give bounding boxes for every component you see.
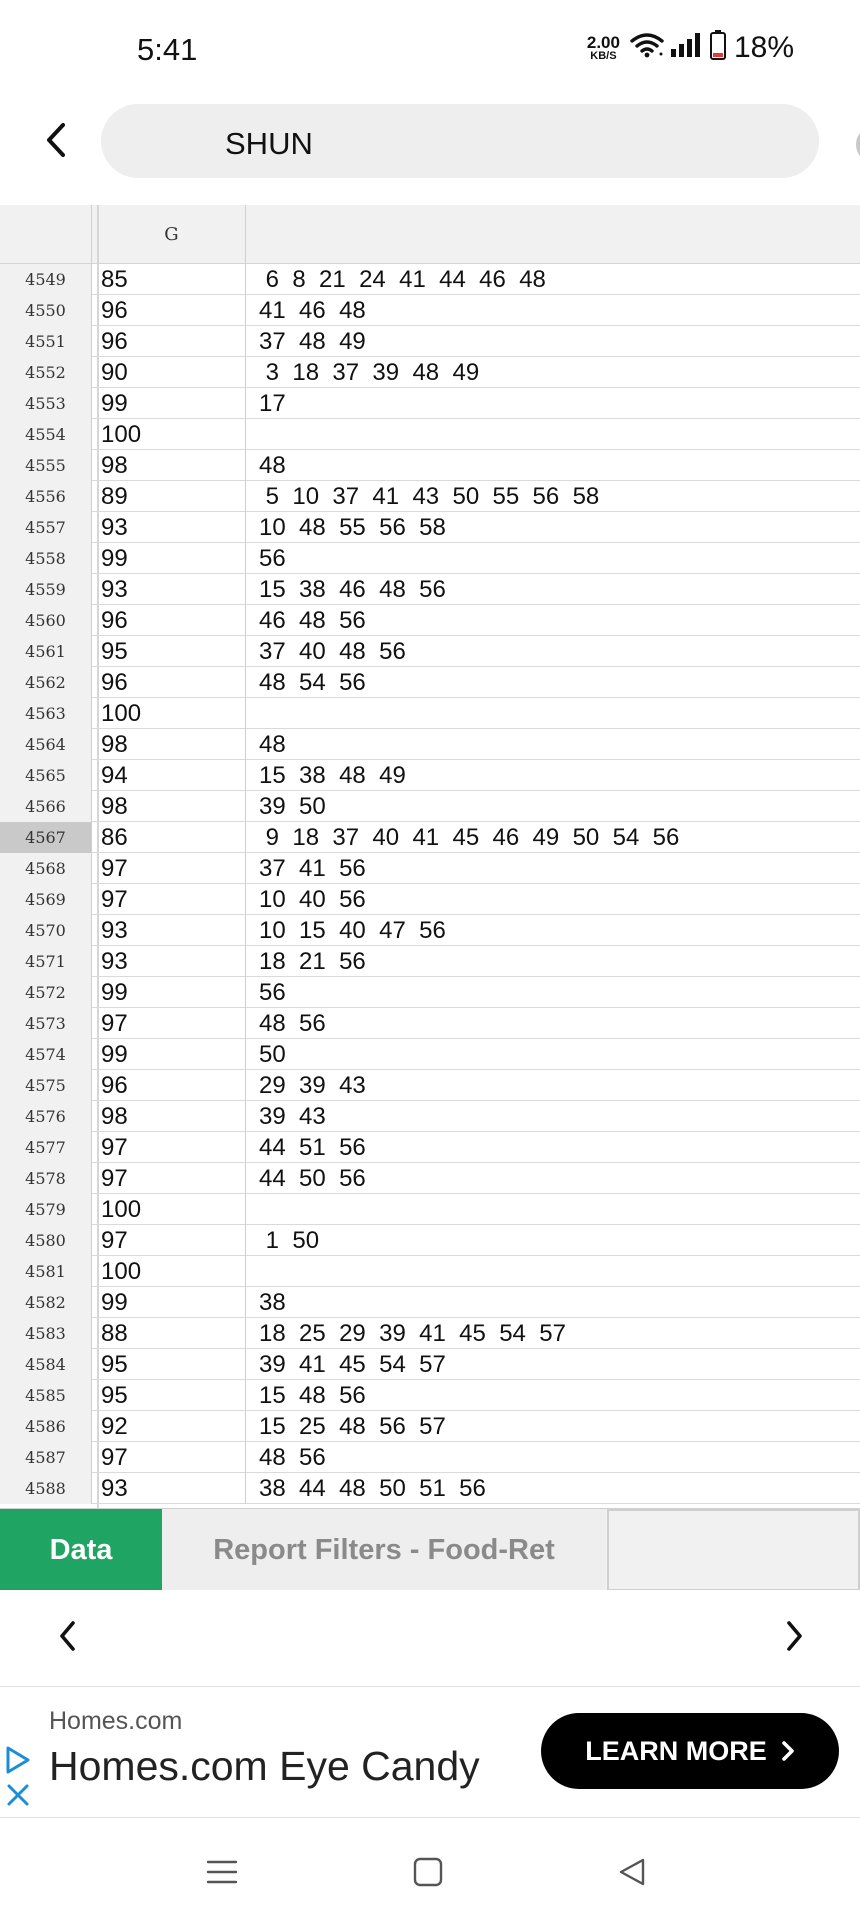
battery-icon <box>710 30 726 65</box>
cell-g[interactable]: 97 <box>101 1442 246 1473</box>
cell-g[interactable]: 99 <box>101 977 246 1008</box>
sheet-tabs <box>0 1508 860 1590</box>
row-number[interactable]: 4562 <box>0 667 92 698</box>
cell-g[interactable]: 88 <box>101 1318 246 1349</box>
row-number[interactable]: 4560 <box>0 605 92 636</box>
cell-g[interactable]: 100 <box>101 419 246 450</box>
row-number[interactable]: 4568 <box>0 853 92 884</box>
row-number[interactable]: 4571 <box>0 946 92 977</box>
cell-g[interactable]: 99 <box>101 388 246 419</box>
table-row <box>0 1101 860 1132</box>
cell-h[interactable]: 37 41 56 <box>259 855 366 882</box>
table-row <box>0 326 860 357</box>
cell-h[interactable]: 44 50 56 <box>259 1165 366 1192</box>
row-number[interactable]: 4557 <box>0 512 92 543</box>
row-number[interactable]: 4552 <box>0 357 92 388</box>
cell-g[interactable]: 96 <box>101 605 246 636</box>
row-number[interactable]: 4580 <box>0 1225 92 1256</box>
table-row <box>0 264 860 295</box>
select-all-corner[interactable] <box>0 205 92 264</box>
cell-h[interactable]: 37 40 48 56 <box>259 638 406 665</box>
next-sheet-button[interactable] <box>774 1616 814 1656</box>
cell-h[interactable]: 56 <box>259 979 286 1006</box>
cell-g[interactable]: 93 <box>101 574 246 605</box>
chevron-right-icon <box>781 1740 795 1762</box>
row-number[interactable]: 4578 <box>0 1163 92 1194</box>
row-number[interactable]: 4555 <box>0 450 92 481</box>
chevron-left-icon <box>58 1620 78 1652</box>
cell-h[interactable]: 48 56 <box>259 1444 326 1471</box>
cell-g[interactable]: 95 <box>101 636 246 667</box>
learn-more-button[interactable] <box>541 1713 839 1789</box>
network-speed <box>587 34 620 62</box>
previous-sheet-button[interactable] <box>48 1616 88 1656</box>
cell-g[interactable]: 100 <box>101 1194 246 1225</box>
clear-search-button[interactable] <box>856 126 860 163</box>
tab-data[interactable]: Data <box>0 1509 162 1591</box>
cell-g[interactable]: 97 <box>101 1008 246 1039</box>
cell-h[interactable]: 38 44 48 50 51 56 <box>259 1475 486 1502</box>
cell-h[interactable]: 46 48 56 <box>259 607 366 634</box>
table-row <box>0 543 860 574</box>
table-row <box>0 1473 860 1504</box>
cell-h[interactable]: 38 <box>259 1289 286 1316</box>
table-row <box>0 853 860 884</box>
cell-h[interactable]: 18 25 29 39 41 45 54 57 <box>259 1320 566 1347</box>
table-row <box>0 450 860 481</box>
cell-g[interactable]: 100 <box>101 1256 246 1287</box>
row-number[interactable]: 4576 <box>0 1101 92 1132</box>
table-row <box>0 512 860 543</box>
cell-g[interactable]: 93 <box>101 946 246 977</box>
cell-h[interactable]: 39 41 45 54 57 <box>259 1351 446 1378</box>
recents-button[interactable] <box>204 1854 240 1890</box>
table-row <box>0 481 860 512</box>
row-number[interactable]: 4577 <box>0 1132 92 1163</box>
row-number[interactable]: 4572 <box>0 977 92 1008</box>
table-row <box>0 1225 860 1256</box>
cell-g[interactable]: 93 <box>101 915 246 946</box>
cell-h[interactable]: 10 40 56 <box>259 886 366 913</box>
row-number[interactable]: 4566 <box>0 791 92 822</box>
network-speed-unit: KB/S <box>590 49 617 62</box>
search-bar <box>0 100 860 204</box>
row-number[interactable]: 4584 <box>0 1349 92 1380</box>
system-navigation-bar <box>0 1818 860 1920</box>
row-number[interactable]: 4556 <box>0 481 92 512</box>
back-arrow-icon <box>43 122 69 158</box>
row-number[interactable]: 4570 <box>0 915 92 946</box>
row-number[interactable]: 4553 <box>0 388 92 419</box>
row-number[interactable]: 4558 <box>0 543 92 574</box>
cell-g[interactable]: 98 <box>101 450 246 481</box>
row-number[interactable]: 4563 <box>0 698 92 729</box>
chevron-right-icon <box>784 1620 804 1652</box>
cell-h[interactable]: 29 39 43 <box>259 1072 366 1099</box>
table-row <box>0 1194 860 1225</box>
cell-h[interactable]: 15 25 48 56 57 <box>259 1413 446 1440</box>
table-row <box>0 822 860 853</box>
cell-g[interactable]: 86 <box>101 822 246 853</box>
cell-g[interactable]: 98 <box>101 729 246 760</box>
row-number[interactable]: 4565 <box>0 760 92 791</box>
back-icon <box>617 1857 647 1887</box>
cell-g[interactable]: 99 <box>101 1039 246 1070</box>
row-number[interactable]: 4559 <box>0 574 92 605</box>
row-number[interactable]: 4588 <box>0 1473 92 1504</box>
search-field[interactable] <box>101 104 819 178</box>
cell-h[interactable]: 44 51 56 <box>259 1134 366 1161</box>
table-row <box>0 791 860 822</box>
table-row <box>0 1163 860 1194</box>
cell-h[interactable]: 18 21 56 <box>259 948 366 975</box>
cell-h[interactable]: 37 48 49 <box>259 328 366 355</box>
table-row <box>0 1318 860 1349</box>
cell-g[interactable]: 98 <box>101 791 246 822</box>
table-row <box>0 915 860 946</box>
search-input[interactable]: SHUN <box>225 126 313 161</box>
cell-h[interactable]: 17 <box>259 390 286 417</box>
table-row <box>0 698 860 729</box>
row-number[interactable]: 4575 <box>0 1070 92 1101</box>
table-row <box>0 1287 860 1318</box>
cell-h[interactable]: 6 8 21 24 41 44 46 48 <box>259 266 546 293</box>
signal-icon <box>670 32 704 63</box>
row-number[interactable]: 4554 <box>0 419 92 450</box>
table-row <box>0 574 860 605</box>
table-row <box>0 1442 860 1473</box>
cell-g[interactable]: 97 <box>101 1132 246 1163</box>
ad-choices-icon[interactable] <box>4 1745 32 1780</box>
cell-g[interactable]: 99 <box>101 543 246 574</box>
row-number[interactable]: 4585 <box>0 1380 92 1411</box>
row-number[interactable]: 4581 <box>0 1256 92 1287</box>
status-bar <box>0 0 860 100</box>
table-row <box>0 729 860 760</box>
network-speed-value: 2.00 <box>586 32 620 52</box>
spreadsheet-grid[interactable] <box>0 205 860 1509</box>
tab-empty <box>607 1509 860 1591</box>
table-row <box>0 1411 860 1442</box>
table-row <box>0 1349 860 1380</box>
column-header-row <box>0 205 860 264</box>
ad-close-icon[interactable] <box>6 1783 30 1812</box>
row-number[interactable]: 4586 <box>0 1411 92 1442</box>
cell-h[interactable]: 48 <box>259 731 286 758</box>
cell-h[interactable]: 41 46 48 <box>259 297 366 324</box>
cell-h[interactable]: 15 38 46 48 56 <box>259 576 446 603</box>
table-row <box>0 1070 860 1101</box>
table-row <box>0 636 860 667</box>
cell-h[interactable] <box>247 698 860 729</box>
table-row <box>0 1008 860 1039</box>
cell-h[interactable] <box>247 1194 860 1225</box>
tab-report-filters[interactable]: Report Filters - Food-Ret <box>162 1509 606 1591</box>
table-row <box>0 977 860 1008</box>
cell-g[interactable]: 97 <box>101 1225 246 1256</box>
row-number[interactable]: 4567 <box>0 822 92 853</box>
cell-g[interactable]: 96 <box>101 326 246 357</box>
cell-g[interactable]: 96 <box>101 295 246 326</box>
table-row <box>0 1380 860 1411</box>
table-row <box>0 1039 860 1070</box>
table-row <box>0 760 860 791</box>
cell-h[interactable]: 39 50 <box>259 793 326 820</box>
table-row <box>0 946 860 977</box>
cell-h[interactable]: 10 48 55 56 58 <box>259 514 446 541</box>
row-number[interactable]: 4561 <box>0 636 92 667</box>
cell-g[interactable]: 96 <box>101 1070 246 1101</box>
row-number[interactable]: 4550 <box>0 295 92 326</box>
table-row <box>0 605 860 636</box>
table-row <box>0 357 860 388</box>
row-number[interactable]: 4573 <box>0 1008 92 1039</box>
back-button[interactable] <box>36 120 76 160</box>
cell-g[interactable]: 94 <box>101 760 246 791</box>
ad-banner[interactable] <box>0 1686 860 1818</box>
cell-g[interactable]: 89 <box>101 481 246 512</box>
learn-more-label: LEARN MORE <box>585 1735 767 1766</box>
cell-g[interactable]: 96 <box>101 667 246 698</box>
cell-g[interactable]: 100 <box>101 698 246 729</box>
cell-h[interactable] <box>247 1256 860 1287</box>
table-row <box>0 1132 860 1163</box>
table-row <box>0 295 860 326</box>
cell-g[interactable]: 95 <box>101 1349 246 1380</box>
table-row <box>0 419 860 450</box>
row-number[interactable]: 4583 <box>0 1318 92 1349</box>
sheet-navigation <box>0 1590 860 1686</box>
cell-h[interactable]: 9 18 37 40 41 45 46 49 50 54 56 <box>259 824 680 851</box>
row-number[interactable]: 4549 <box>0 264 92 295</box>
battery-percentage: 18% <box>733 30 794 64</box>
cell-h[interactable]: 15 38 48 49 <box>259 762 406 789</box>
row-number[interactable]: 4569 <box>0 884 92 915</box>
home-icon <box>413 1857 443 1887</box>
cell-h[interactable]: 3 18 37 39 48 49 <box>259 359 480 386</box>
cell-g[interactable]: 90 <box>101 357 246 388</box>
row-number[interactable]: 4551 <box>0 326 92 357</box>
row-number[interactable]: 4564 <box>0 729 92 760</box>
table-row <box>0 1256 860 1287</box>
cell-h[interactable]: 15 48 56 <box>259 1382 366 1409</box>
cell-h[interactable]: 48 56 <box>259 1010 326 1037</box>
cell-h[interactable]: 48 54 56 <box>259 669 366 696</box>
cell-h[interactable]: 39 43 <box>259 1103 326 1130</box>
table-row <box>0 667 860 698</box>
row-number[interactable]: 4579 <box>0 1194 92 1225</box>
column-header-g[interactable]: G <box>98 205 246 264</box>
cell-g[interactable]: 97 <box>101 884 246 915</box>
cell-g[interactable]: 85 <box>101 264 246 295</box>
table-row <box>0 884 860 915</box>
cell-g[interactable]: 93 <box>101 1473 246 1504</box>
ad-source: Homes.com <box>49 1707 183 1735</box>
cell-g[interactable]: 99 <box>101 1287 246 1318</box>
cell-g[interactable]: 97 <box>101 853 246 884</box>
ad-title[interactable]: Homes.com Eye Candy <box>49 1743 480 1789</box>
cell-h[interactable]: 50 <box>259 1041 286 1068</box>
cell-g[interactable]: 92 <box>101 1411 246 1442</box>
system-back-button[interactable] <box>614 1854 650 1890</box>
table-row <box>0 388 860 419</box>
status-icons <box>587 30 794 65</box>
home-button[interactable] <box>410 1854 446 1890</box>
cell-g[interactable]: 93 <box>101 512 246 543</box>
cell-h[interactable]: 56 <box>259 545 286 572</box>
status-time: 5:41 <box>137 32 198 67</box>
recents-icon <box>206 1858 238 1886</box>
wifi-icon <box>630 32 664 63</box>
cell-h[interactable]: 48 <box>259 452 286 479</box>
row-number[interactable]: 4582 <box>0 1287 92 1318</box>
row-number[interactable]: 4587 <box>0 1442 92 1473</box>
row-number[interactable]: 4574 <box>0 1039 92 1070</box>
cell-g[interactable]: 97 <box>101 1163 246 1194</box>
cell-h[interactable] <box>247 419 860 450</box>
cell-g[interactable]: 98 <box>101 1101 246 1132</box>
cell-h[interactable]: 5 10 37 41 43 50 55 56 58 <box>259 483 600 510</box>
cell-h[interactable]: 10 15 40 47 56 <box>259 917 446 944</box>
cell-h[interactable]: 1 50 <box>259 1227 320 1254</box>
cell-g[interactable]: 95 <box>101 1380 246 1411</box>
